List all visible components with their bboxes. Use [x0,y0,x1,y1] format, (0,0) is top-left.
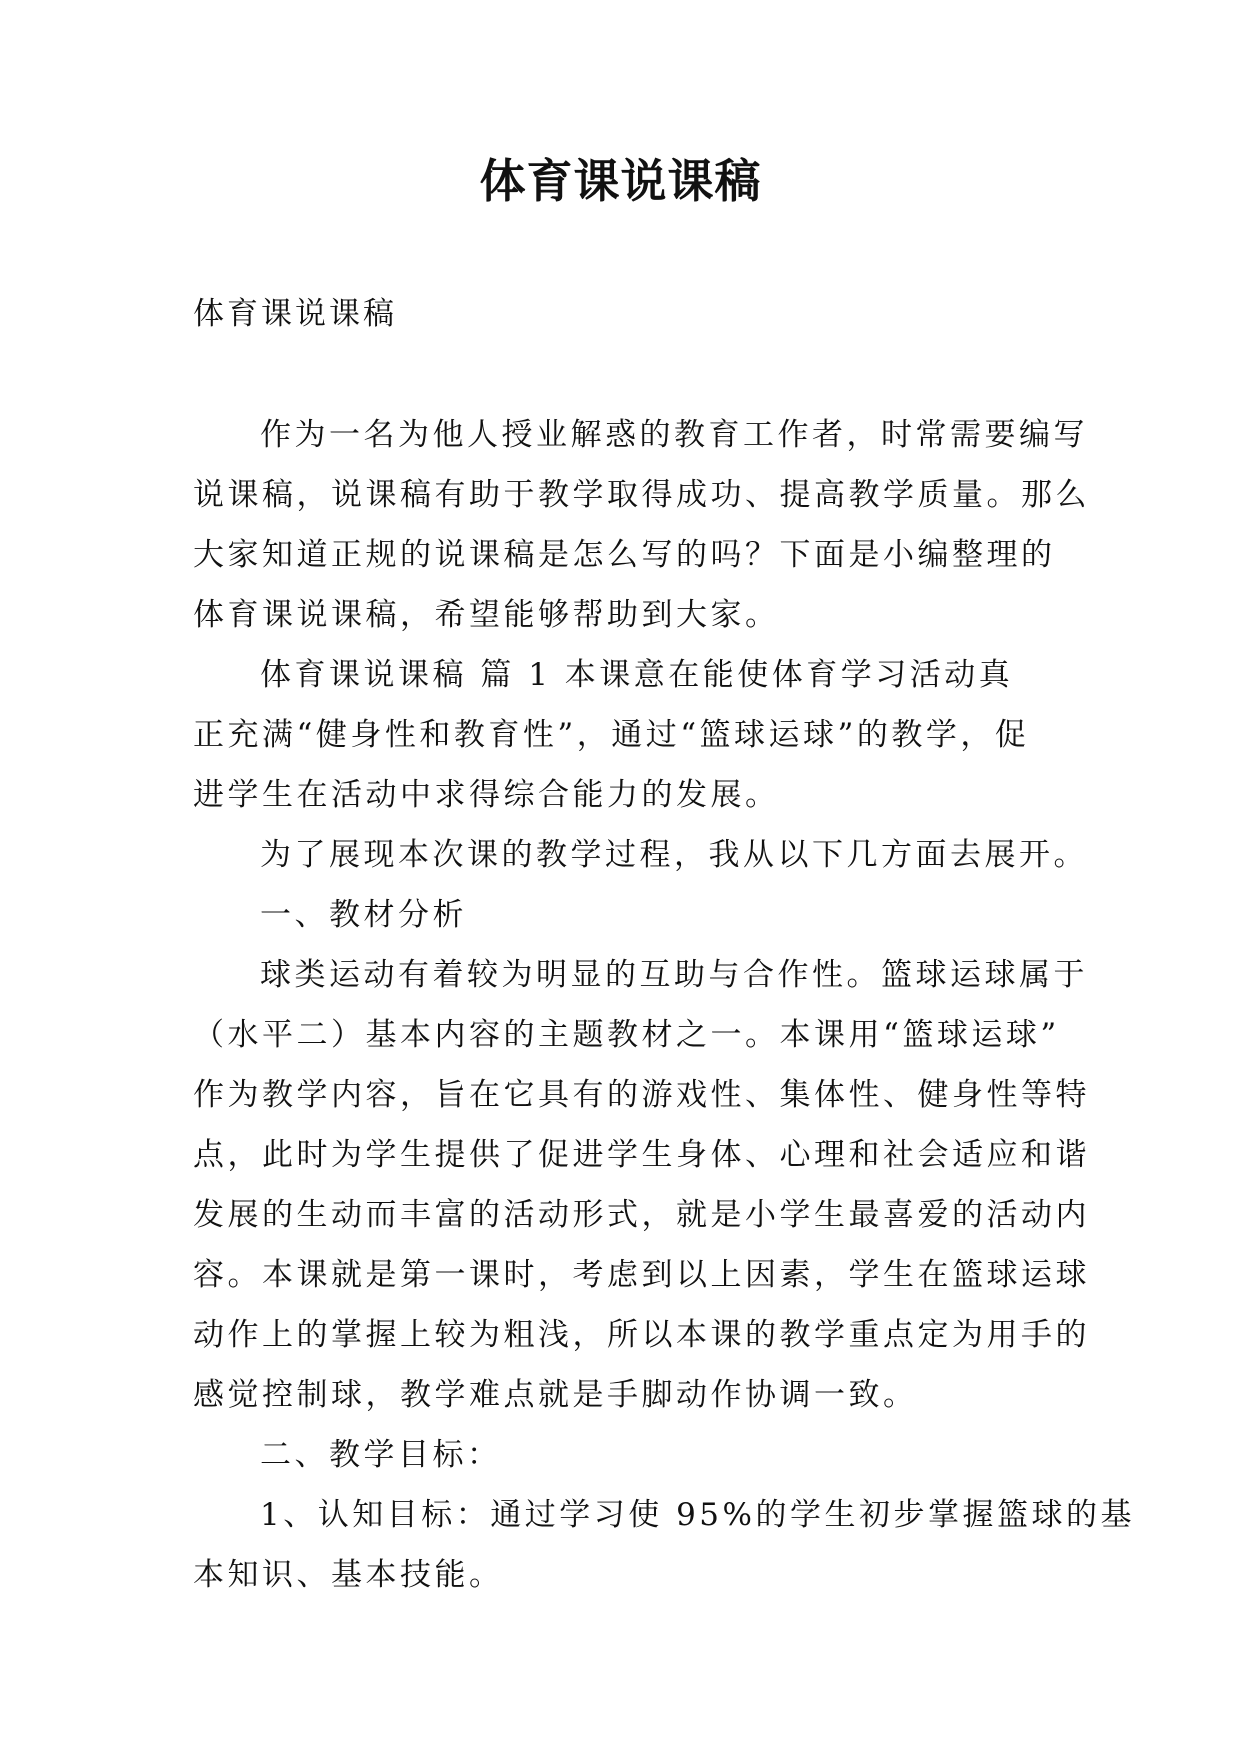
text-line: 正充满“健身性和教育性”，通过“篮球运球”的教学，促 [193,717,1030,753]
text-line: 说课稿，说课稿有助于教学取得成功、提高教学质量。那么 [193,477,1090,513]
text-line: 发展的生动而丰富的活动形式，就是小学生最喜爱的活动内 [193,1197,1090,1233]
document-body [193,405,1135,1605]
text-line: 体育课说课稿，希望能够帮助到大家。 [193,597,780,633]
text-line: 球类运动有着较为明显的互助与合作性。篮球运球属于 [260,957,1088,993]
text-line: 大家知道正规的说课稿是怎么写的吗？下面是小编整理的 [193,537,1056,573]
text-line: 动作上的掌握上较为粗浅，所以本课的教学重点定为用手的 [193,1317,1090,1353]
text-line: 进学生在活动中求得综合能力的发展。 [193,777,780,813]
text-line: 本知识、基本技能。 [193,1557,504,1593]
text-line: 1、认知目标：通过学习使 95%的学生初步掌握篮球的基 [260,1497,1135,1533]
text-line: （水平二）基本内容的主题教材之一。本课用“篮球运球” [193,1017,1060,1053]
text-line: 作为教学内容，旨在它具有的游戏性、集体性、健身性等特 [193,1077,1090,1113]
text-line: 体育课说课稿 篇 1 本课意在能使体育学习活动真 [260,657,1014,693]
text-line: 作为一名为他人授业解惑的教育工作者，时常需要编写 [260,417,1088,453]
text-line: 二、教学目标： [260,1437,502,1473]
document-subtitle: 体育课说课稿 [193,296,397,332]
text-line: 点，此时为学生提供了促进学生身体、心理和社会适应和谐 [193,1137,1090,1173]
text-line: 为了展现本次课的教学过程，我从以下几方面去展开。 [260,837,1088,873]
text-line: 感觉控制球，教学难点就是手脚动作协调一致。 [193,1377,918,1413]
text-line: 容。本课就是第一课时，考虑到以上因素，学生在篮球运球 [193,1257,1090,1293]
document-title: 体育课说课稿 [479,154,762,208]
text-line: 一、教材分析 [260,897,467,933]
